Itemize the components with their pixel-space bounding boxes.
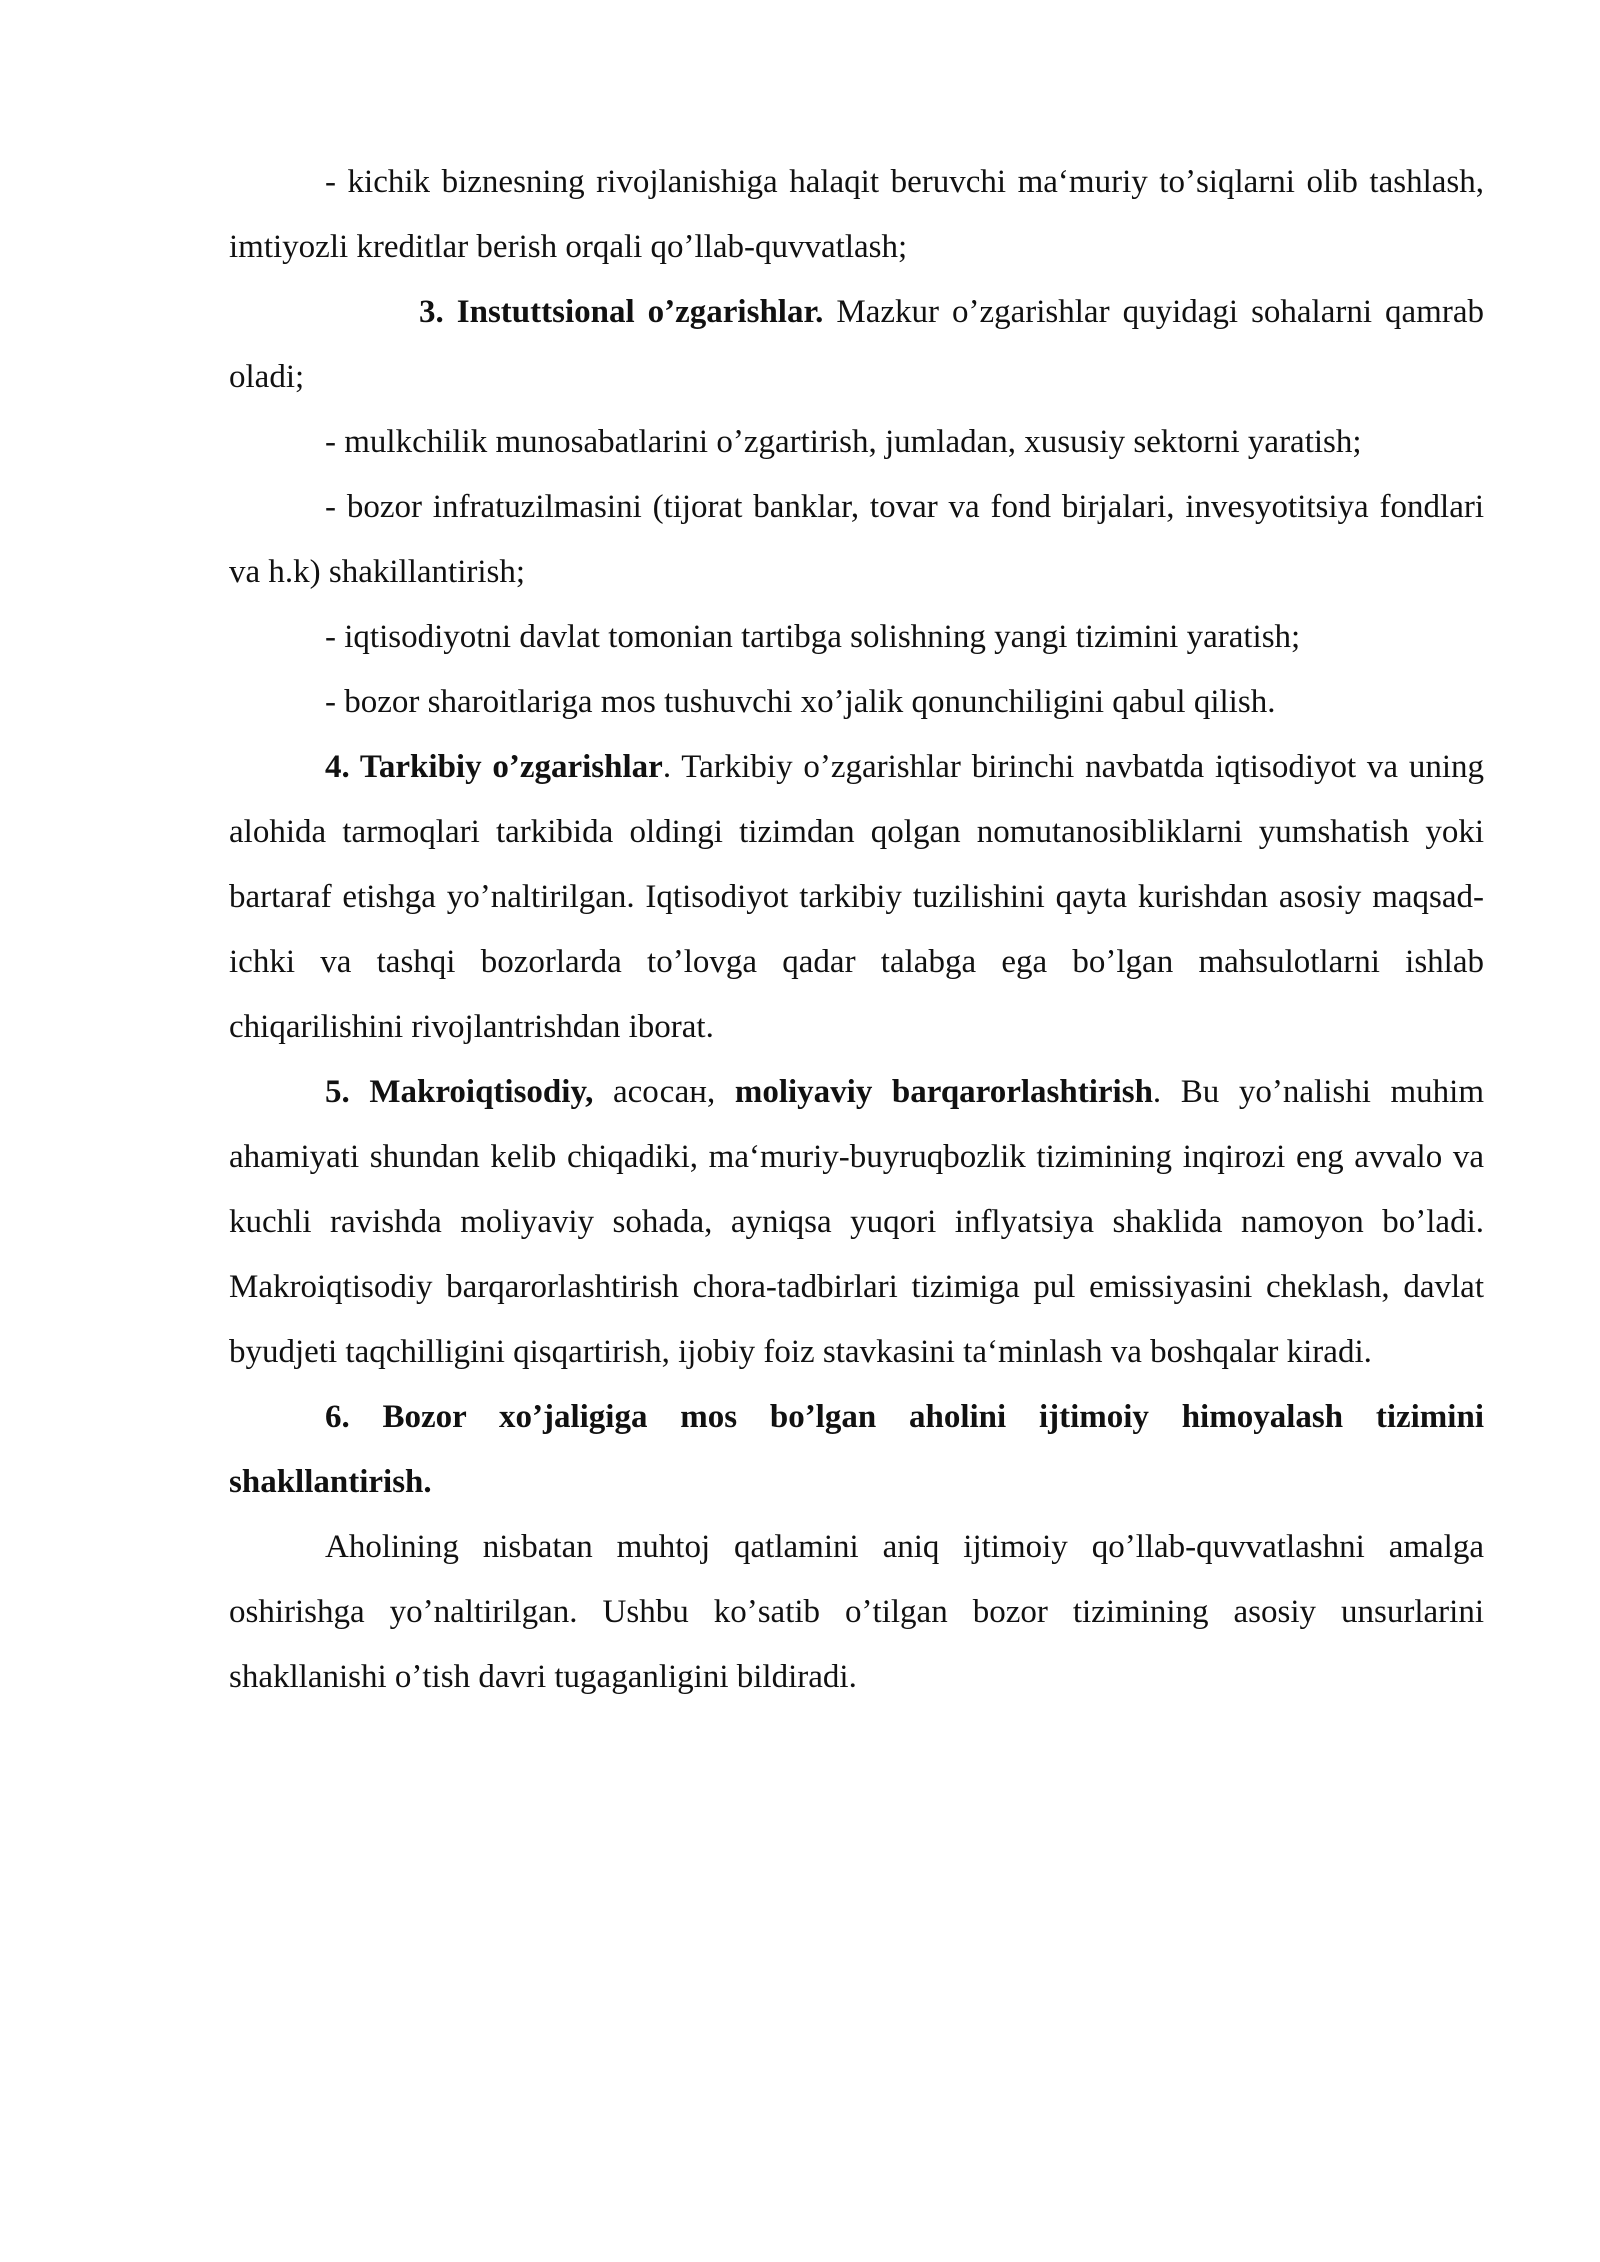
paragraph-text: Aholining nisbatan muhtoj qatlamini aniq ijtimoiy qoʼllab-quvvatlashni amalga oshirishga yoʼnaltirilgan. Ushbu koʼsatib oʼtilgan bozor tizimining asosiy unsurlarini shakllanishi oʼtish davri tugaganligini bildiradi. — [229, 1529, 1484, 1695]
heading-structural-changes: 4. Tarkibiy oʼzgarishlar — [325, 749, 663, 785]
heading-social-protection: 6. Bozor xoʼjaligiga mos boʼlgan aholini ijtimoiy himoyalash tizimini shakllantirish. — [229, 1399, 1484, 1500]
paragraph-text: - mulkchilik munosabatlarini oʼzgartirish, jumladan, xususiy sektorni yaratish; — [325, 424, 1362, 460]
paragraph-structural-changes — [229, 735, 1484, 1060]
paragraph-social-protection-heading — [229, 1385, 1484, 1515]
paragraph-text: . Bu yoʼnalishi muhim ahamiyati shundan kelib chiqadiki, maʻmuriy-buyruqbozlik tizimining inqirozi eng avvalo va kuchli ravishda moliyaviy sohada, ayniqsa yuqori inflyatsiya shaklida namoyon boʼladi. Makroiqtisodiy barqarorlashtirish chora-tadbirlari tizimiga pul emissiyasini cheklash, davlat byudjeti taqchilligini qisqartirish, ijobiy foiz stavkasini taʻminlash va boshqalar kiradi. — [229, 1074, 1484, 1370]
heading-financial-stabilization: moliyaviy barqarorlashtirish — [734, 1074, 1153, 1110]
paragraph-macroeconomic-stabilization — [229, 1060, 1484, 1385]
heading-institutional-changes: 3. Instuttsional oʼzgarishlar. — [419, 294, 824, 330]
paragraph-text: Mazkur oʼzgarishlar quyidagi sohalarni qamrab oladi; — [229, 294, 1484, 395]
paragraph-text: - bozor infratuzilmasini (tijorat banklar, tovar va fond birjalari, invesyotitsiya fondlari va h.k) shakillantirish; — [229, 489, 1484, 590]
paragraph-economic-legislation — [229, 670, 1484, 735]
paragraph-text: - bozor sharoitlariga mos tushuvchi xoʼjalik qonunchiligini qabul qilish. — [325, 684, 1276, 720]
paragraph-text: . Tarkibiy oʼzgarishlar birinchi navbatda iqtisodiyot va uning alohida tarmoqlari tarkibida oldingi tizimdan qolgan nomutanosibliklarni yumshatish yoki bartaraf etishga yoʼnaltirilgan. Iqtisodiyot tarkibiy tuzilishini qayta kurishdan asosiy maqsad-ichki va tashqi bozorlarda toʼlovga qadar talabga ega boʼlgan mahsulotlarni ishlab chiqarilishini rivojlantrishdan iborat. — [229, 749, 1484, 1045]
paragraph-state-regulation — [229, 605, 1484, 670]
paragraph-ownership-relations — [229, 410, 1484, 475]
heading-macroeconomic: 5. Makroiqtisodiy, — [325, 1074, 594, 1110]
paragraph-institutional-changes — [229, 280, 1484, 410]
paragraph-text: - kichik biznesning rivojlanishiga halaqit beruvchi maʻmuriy toʼsiqlarni olib tashlash, imtiyozli kreditlar berish orqali qoʼllab-quvvatlash; — [229, 164, 1484, 265]
paragraph-text: асосан, — [593, 1074, 735, 1110]
document-body — [229, 150, 1484, 1710]
paragraph-text: - iqtisodiyotni davlat tomonian tartibga solishning yangi tizimini yaratish; — [325, 619, 1301, 655]
paragraph-small-business-support — [229, 150, 1484, 280]
paragraph-social-support — [229, 1515, 1484, 1710]
paragraph-market-infrastructure — [229, 475, 1484, 605]
